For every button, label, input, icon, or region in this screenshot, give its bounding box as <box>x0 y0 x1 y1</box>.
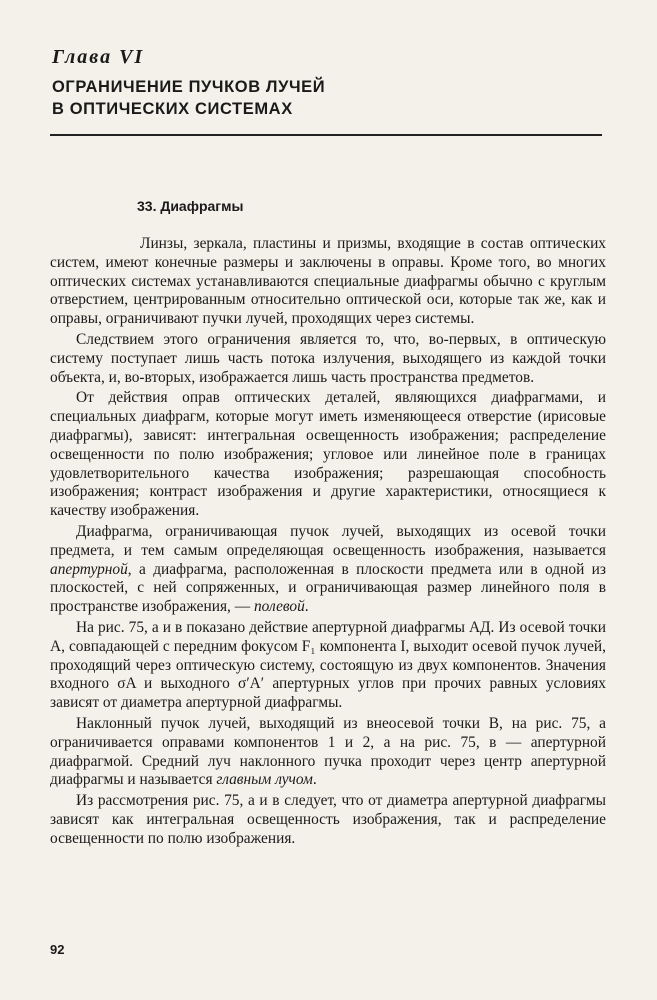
term-aperture: апертурной <box>50 560 128 578</box>
page-number: 92 <box>50 942 65 957</box>
section-heading: 33. Диафрагмы <box>137 198 244 214</box>
term-chief-ray: главным лучом <box>216 771 313 789</box>
paragraph-4-part-b: , а диафрагма, расположенная в плоскости предмета или в одной из плоскостей, с ней сопряженных, и ограничивающая размер линейного поля в пространстве изображения, — <box>50 560 606 616</box>
paragraph-2: Следствием этого ограничения является то, что, во-первых, в оптическую систему поступает лишь часть потока излучения, выходящего из каждой точки объекта, и, во-вторых, изображается лишь часть пространства предметов. <box>50 330 606 386</box>
paragraph-5: На рис. 75, а и в показано действие апертурной диафрагмы АД. Из осевой точки А, совпадающей с передним фокусом F₁ компонента I, выходит осевой пучок лучей, проходящий через оптическую систему, состоящую из двух компонентов. Значения входного σA и выходного σ′A′ апертурных углов при прочих равных условиях зависят от диаметра апертурной диафрагмы. <box>50 618 606 712</box>
chapter-label: Глава VI <box>52 46 145 68</box>
paragraph-4 <box>50 523 606 617</box>
term-field: полевой <box>253 598 305 616</box>
chapter-divider <box>50 134 602 136</box>
paragraph-6-part-a: Наклонный пучок лучей, выходящий из внеосевой точки В, на рис. 75, а ограничивается оправами компонентов 1 и 2, а на рис. 75, в — апертурной диафрагмой. Средний луч наклонного пучка проходит через центр апертурной диафрагмы и называется <box>50 714 606 789</box>
paragraph-6-part-b: . <box>312 771 317 789</box>
paragraph-4-part-c: . <box>304 598 309 616</box>
chapter-title-line-2: В ОПТИЧЕСКИХ СИСТЕМАХ <box>52 100 293 118</box>
paragraph-4-part-a: Диафрагма, ограничивающая пучок лучей, выходящих из осевой точки предмета, и тем самым определяющая освещенность изображения, называется <box>50 522 606 559</box>
paragraph-3: От действия оправ оптических деталей, являющихся диафрагмами, и специальных диафрагм, которые могут иметь изменяющееся отверстие (ирисовые диафрагмы), зависят: интегральная освещенность изображения; распределение освещенности по полю изображения; угловое или линейное поле в границах удовлетворительного качества изображения; разрешающая способность изображения; контраст изображения и другие характеристики, относящиеся к качеству изображения. <box>50 389 606 520</box>
paragraph-1: Линзы, зеркала, пластины и призмы, входящие в состав оптических систем, имеют конечные размеры и заключены в оправы. Кроме того, во многих оптических системах устанавливаются специальные диафрагмы обычно с круглым отверстием, центрированным относительно оптической оси, которые так же, как и оправы, ограничивают пучки лучей, проходящих через системы. <box>50 235 606 328</box>
chapter-title-line-1: ОГРАНИЧЕНИЕ ПУЧКОВ ЛУЧЕЙ <box>52 78 326 96</box>
paragraph-7: Из рассмотрения рис. 75, а и в следует, что от диаметра апертурной диафрагмы зависят как интегральная освещенность изображения, так и распределение освещенности по полю изображения. <box>50 792 606 847</box>
chapter-title <box>52 76 612 120</box>
paragraph-6 <box>50 715 606 790</box>
body-text <box>50 235 606 851</box>
